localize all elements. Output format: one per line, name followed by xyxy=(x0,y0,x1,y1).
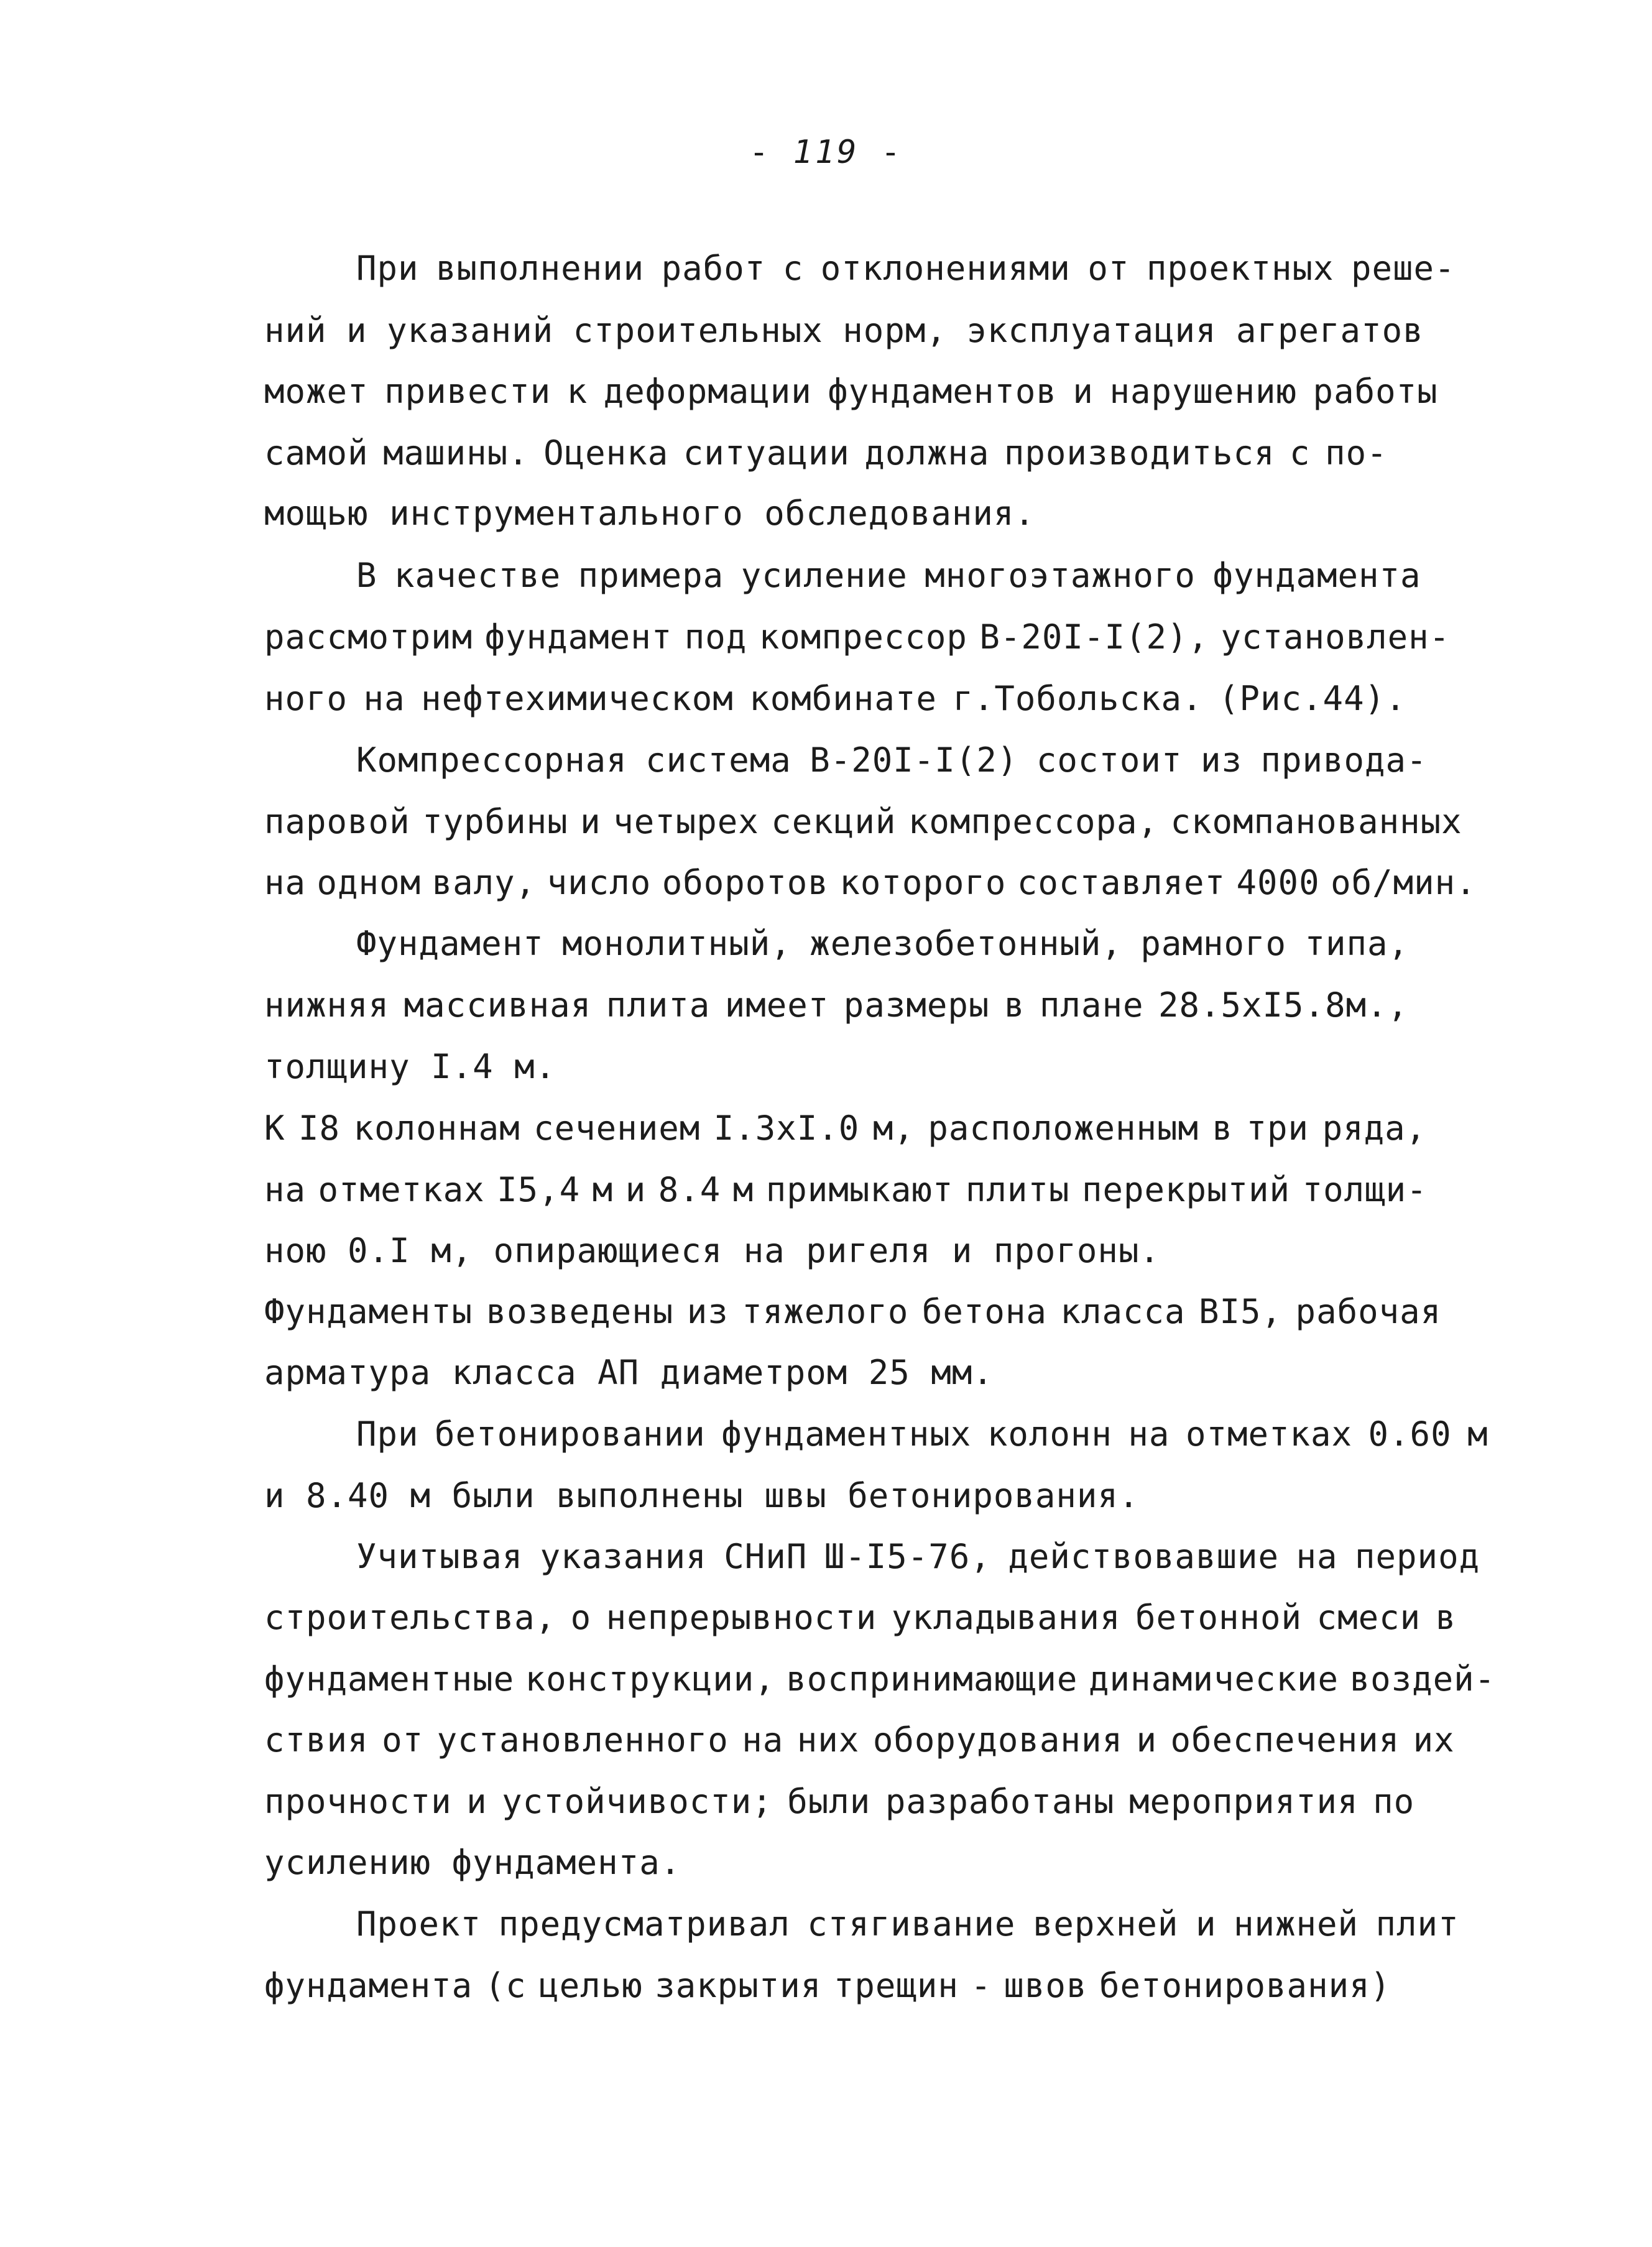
text-line: В качестве примера усиление многоэтажного фундамента xyxy=(356,556,1421,595)
text-line: на отметках I5,4 м и 8.4 м примыкают плиты перекрытий толщи- xyxy=(264,1170,1428,1209)
text-line: и 8.40 м были выполнены швы бетонирования. xyxy=(264,1476,1140,1515)
text-line: арматура класса АП диаметром 25 мм. xyxy=(264,1353,994,1392)
page-number xyxy=(0,134,1652,171)
text-line: При выполнении работ с отклонениями от проектных реше- xyxy=(356,249,1456,288)
text-line: ствия от установленного на них оборудования и обеспечения их xyxy=(264,1720,1455,1760)
page-number-value: 119 xyxy=(793,134,859,171)
text-line: усилению фундамента. xyxy=(264,1843,681,1882)
text-line: нижняя массивная плита имеет размеры в плане 28.5хI5.8м., xyxy=(264,985,1409,1025)
page-number-dash-right: - xyxy=(880,134,903,171)
text-line: ною 0.I м, опирающиеся на ригеля и прогоны. xyxy=(264,1231,1160,1270)
text-line: на одном валу, число оборотов которого составляет 4000 об/мин. xyxy=(264,863,1477,902)
text-line: ного на нефтехимическом комбинате г.Тобольска. (Рис.44). xyxy=(264,679,1406,718)
text-line: Компрессорная система В-20I-I(2) состоит из привода- xyxy=(356,741,1428,780)
text-line: фундаментные конструкции, воспринимающие динамические воздей- xyxy=(264,1659,1496,1699)
text-line: рассмотрим фундамент под компрессор В-20I-I(2), установлен- xyxy=(264,617,1451,657)
text-line: самой машины. Оценка ситуации должна производиться с по- xyxy=(264,433,1388,473)
text-line: Учитывая указания СНиП Ш-I5-76, действовавшие на период xyxy=(356,1537,1480,1576)
page-number-dash-left: - xyxy=(749,134,772,171)
text-line: прочности и устойчивости; были разработаны мероприятия по xyxy=(264,1782,1415,1821)
text-line: строительства, о непрерывности укладывания бетонной смеси в xyxy=(264,1598,1457,1637)
text-line: При бетонировании фундаментных колонн на отметках 0.60 м xyxy=(356,1414,1488,1454)
text-line: Проект предусматривал стягивание верхней и нижней плит xyxy=(356,1904,1459,1944)
text-line: паровой турбины и четырех секций компрессора, скомпанованных xyxy=(264,802,1462,841)
text-line: К I8 колоннам сечением I.3хI.0 м, расположенным в три ряда, xyxy=(264,1109,1427,1148)
text-line: Фундаменты возведены из тяжелого бетона класса ВI5, рабочая xyxy=(264,1292,1442,1331)
text-line: мощью инструментального обследования. xyxy=(264,494,1035,533)
text-line: фундамента (с целью закрытия трещин - швов бетонирования) xyxy=(264,1966,1391,2005)
text-line: Фундамент монолитный, железобетонный, рамного типа, xyxy=(356,924,1410,963)
text-line: ний и указаний строительных норм, эксплуатация агрегатов xyxy=(264,311,1424,350)
text-line: толщину I.4 м. xyxy=(264,1047,556,1086)
text-line: может привести к деформации фундаментов и нарушению работы xyxy=(264,372,1438,411)
